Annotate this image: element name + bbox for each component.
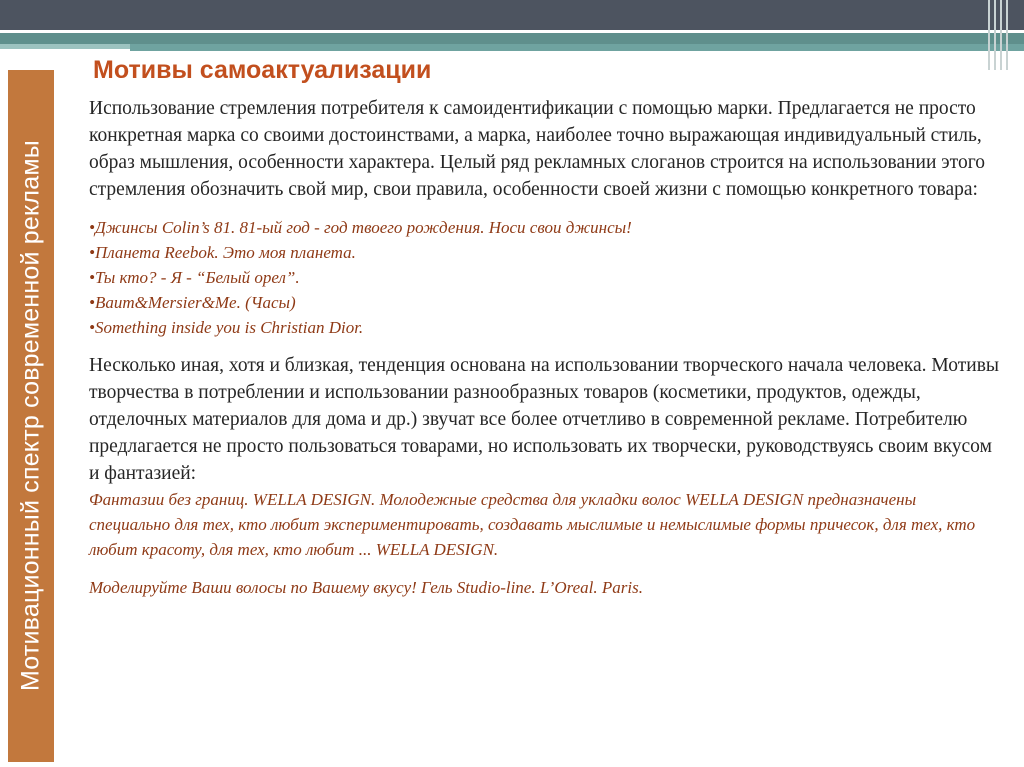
slogan-item: •Планета Reebok. Это моя планета. [89, 243, 356, 262]
creativity-paragraph: Несколько иная, хотя и близкая, тенденция основана на использовании творческого начала человека. Мотивы творчества в потреблении и использовании разнообразных товаров (косметики, продуктов, одежды, отделочных материалов для дома и др.) звучат все более отчетливо в современной рекламе. Потребителю предлагается не просто пользоваться товарами, но использовать их творчески, руководствуясь своим вкусом и фантазией: [89, 355, 1000, 484]
teal-stripe-light [130, 44, 1024, 51]
slide-title: Мотивы самоактуализации [93, 56, 432, 84]
teal-stripe [0, 33, 1024, 44]
wella-quote: Фантазии без границ. WELLA DESIGN. Молодежные средства для укладки волос WELLA DESIGN предназначены специально для тех, кто любит экспериментировать, создавать мыслимые и немыслимые формы причесок, для тех, кто любит красоту, для тех, кто любит ... WELLA DESIGN. [89, 490, 976, 559]
slogan-item: •Something inside you is Christian Dior. [89, 318, 364, 337]
slogan-item: •Джинсы Colin’s 81. 81-ый год - год твоего рождения. Носи свои джинсы! [89, 218, 632, 237]
slogan-item: •Baum&Mersier&Me. (Часы) [89, 293, 296, 312]
intro-paragraph: Использование стремления потребителя к самоидентификации с помощью марки. Предлагается не просто конкретная марка со своими достоинствами, а марка, наиболее точно выражающая индивидуальный стиль, образ мышления, особенности характера. Целый ряд рекламных слоганов строится на использовании этого стремления обозначить свой мир, свои правила, особенности своей жизни с помощью конкретного товара: [89, 98, 985, 200]
sidebar-label: Мотивационный спектр современной рекламы [16, 140, 45, 692]
top-bar [0, 0, 1024, 30]
loreal-quote: Моделируйте Ваши волосы по Вашему вкусу! Гель Studio-line. L’Oreal. Paris. [89, 578, 643, 597]
sidebar-band [8, 70, 54, 762]
slogan-item: •Ты кто? - Я - “Белый орел”. [89, 268, 300, 287]
corner-lines-decoration [984, 0, 1024, 70]
slogan-list [89, 215, 999, 340]
slide-content [89, 95, 999, 600]
teal-stripe-pale [0, 44, 130, 49]
